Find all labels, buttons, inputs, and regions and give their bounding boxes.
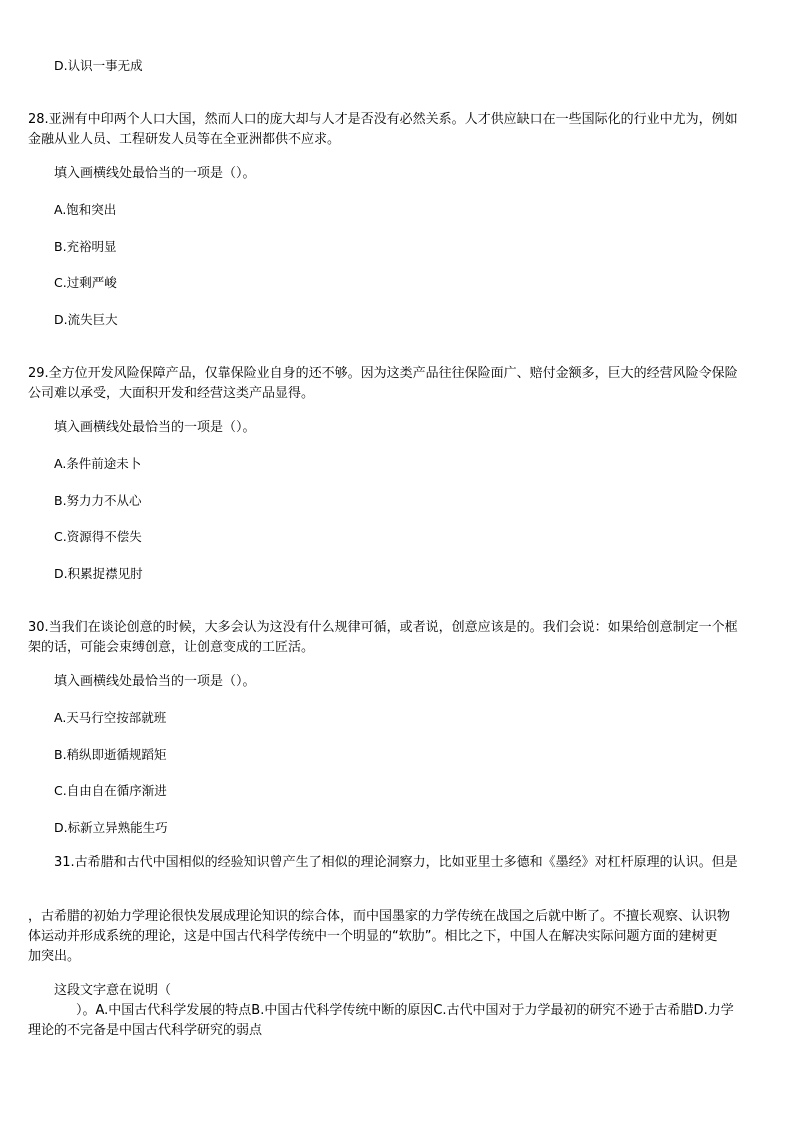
q28-option-c: C.过剩严峻 xyxy=(54,275,117,290)
q29-text-line-1: 29.全方位开发风险保障产品，仅靠保险业自身的还不够。因为这类产品往往保险面广、赔付金额多，巨大的经营风险令保险 xyxy=(28,366,738,381)
q30-option-d: D.标新立异熟能生巧 xyxy=(54,820,168,835)
q31-para-line-2: 体运动并形成系统的理论，这是中国古代科学传统中一个明显的“软肋”。相比之下，中国人在解决实际问题方面的建树更 xyxy=(28,929,718,944)
q28-stem: 填入画横线处最恰当的一项是（）。 xyxy=(54,166,256,181)
q27-option-d: D.认识一事无成 xyxy=(54,58,143,73)
q29-option-d: D.积累捉襟见肘 xyxy=(54,566,143,581)
q31-options-line-2: 理论的不完备是中国古代科学研究的弱点 xyxy=(28,1023,263,1038)
q29-text-line-2: 公司难以承受，大面积开发和经营这类产品显得。 xyxy=(28,386,315,401)
q28-text-line-2: 金融从业人员、工程研发人员等在全亚洲都供不应求。 xyxy=(28,132,341,147)
q30-text-line-1: 30.当我们在谈论创意的时候，大多会认为这没有什么规律可循，或者说，创意应该是的。我们会说：如果给创意制定一个框 xyxy=(28,620,738,635)
q29-option-a: A.条件前途未卜 xyxy=(54,456,142,471)
q31-para-line-3: 加突出。 xyxy=(28,949,81,964)
q29-option-b: B.努力力不从心 xyxy=(54,493,142,508)
q28-option-b: B.充裕明显 xyxy=(54,239,117,254)
q30-option-b: B.稍纵即逝循规蹈矩 xyxy=(54,747,167,762)
q28-option-d: D.流失巨大 xyxy=(54,312,118,327)
q30-option-c: C.自由自在循序渐进 xyxy=(54,783,167,798)
q30-stem: 填入画横线处最恰当的一项是（）。 xyxy=(54,674,256,689)
q31-stem: 这段文字意在说明（ xyxy=(54,983,172,998)
q28-text-line-1: 28.亚洲有中印两个人口大国，然而人口的庞大却与人才是否没有必然关系。人才供应缺口在一些国际化的行业中尤为，例如 xyxy=(28,112,738,127)
q30-text-line-2: 架的话，可能会束缚创意，让创意变成的工匠活。 xyxy=(28,640,315,655)
q30-option-a: A.天马行空按部就班 xyxy=(54,710,167,725)
q31-para-line-1: ，古希腊的初始力学理论很快发展成理论知识的综合体，而中国墨家的力学传统在战国之后就中断了。不擅长观察、认识物 xyxy=(28,909,731,924)
q31-options-line-1: ）。A.中国古代科学发展的特点B.中国古代科学传统中断的原因C.古代中国对于力学最初的研究不逊于古希腊D.力学 xyxy=(76,1003,734,1018)
q28-option-a: A.饱和突出 xyxy=(54,202,117,217)
q29-option-c: C.资源得不偿失 xyxy=(54,529,142,544)
q31-text-line-1: 31.古希腊和古代中国相似的经验知识曾产生了相似的理论洞察力，比如亚里士多德和《墨经》对杠杆原理的认识。但是 xyxy=(54,855,738,870)
q29-stem: 填入画横线处最恰当的一项是（）。 xyxy=(54,420,256,435)
